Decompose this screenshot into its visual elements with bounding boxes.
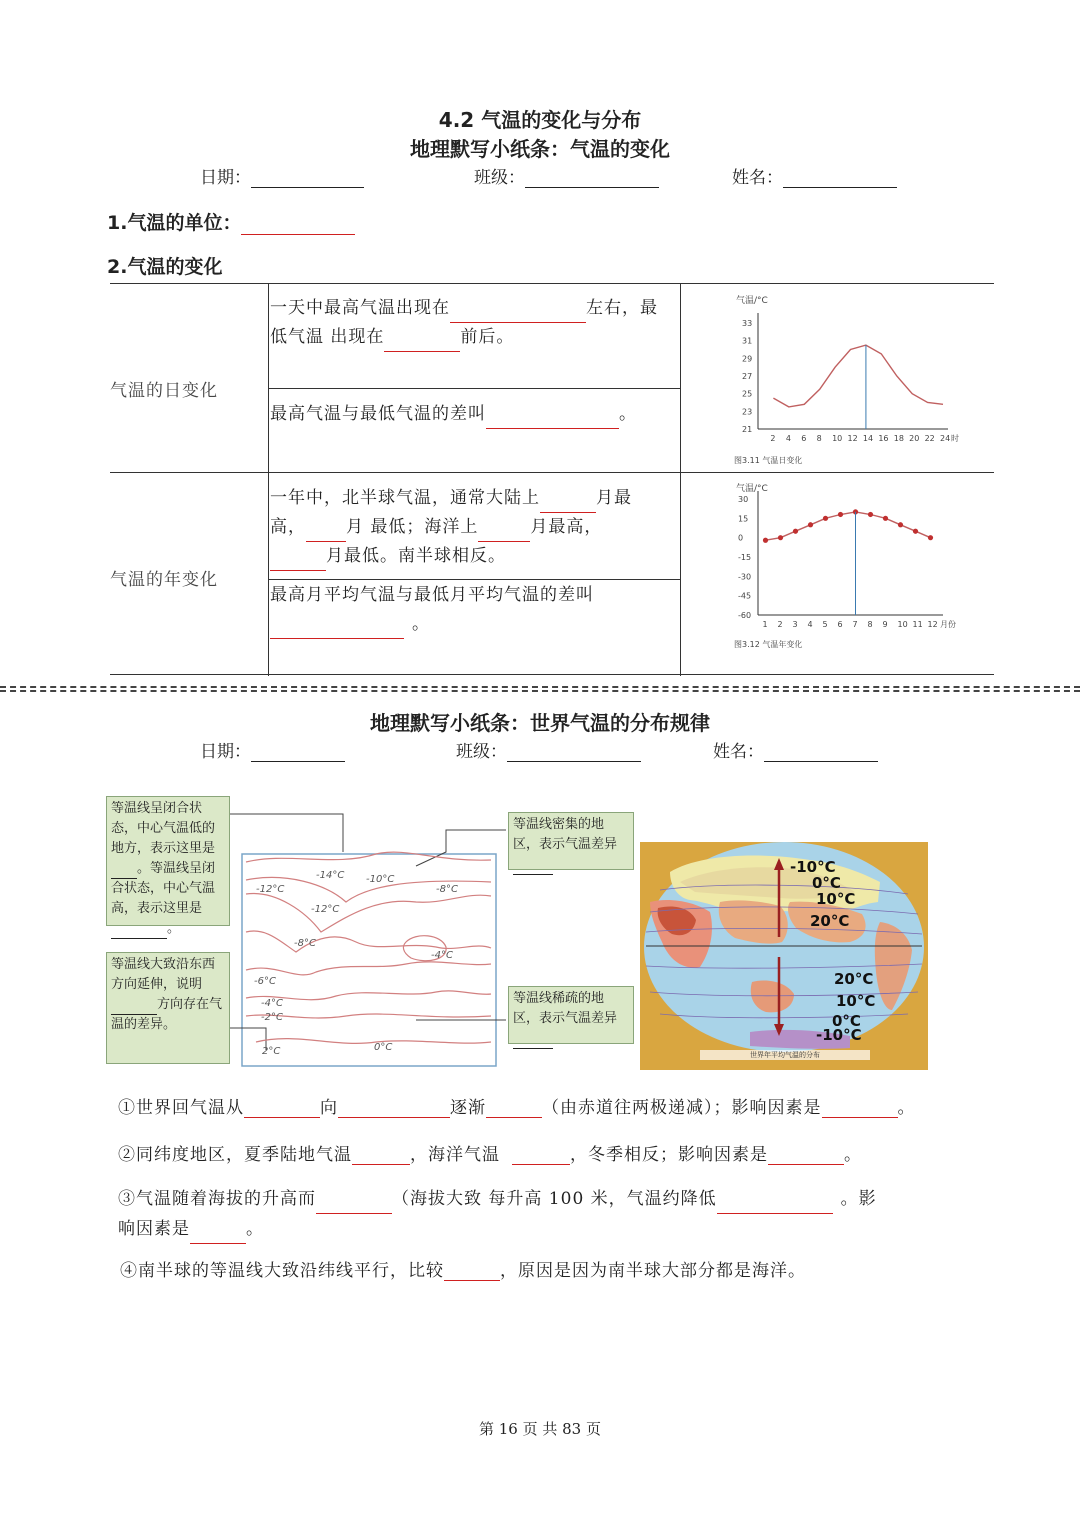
lesson-title: 4.2 气温的变化与分布 <box>438 108 642 132</box>
q1-blank-to[interactable] <box>338 1099 450 1118</box>
cold-center-blank[interactable] <box>111 864 137 879</box>
y-tick-label: 27 <box>742 372 753 381</box>
class-label-2: 班级： <box>456 742 507 762</box>
south-isotherm-label: 20°C <box>834 970 874 988</box>
date-blank[interactable] <box>251 169 364 188</box>
sheet1-class-row <box>474 163 659 188</box>
data-point <box>838 512 843 517</box>
question-2: ②同纬度地区，夏季陆地气温 ，海洋气温 ，冬季相反；影响因素是 。 <box>118 1145 862 1165</box>
daily-range-blank[interactable] <box>486 410 619 429</box>
daily-cell-1: 一天中最高气温出现在 左右，最 低气温 出现在 前后。 <box>270 294 680 352</box>
q4-blank[interactable] <box>444 1262 500 1281</box>
warm-center-blank[interactable] <box>111 924 167 939</box>
x-tick-label: 16 <box>878 434 889 443</box>
dense-blank[interactable] <box>513 860 553 875</box>
data-point <box>883 516 888 521</box>
isotherm-label: -4°C <box>261 998 283 1009</box>
annual-cell-1: 一年中，北半球气温，通常大陆上 月最 高， 月 最低；海洋上 月最高， 月最低。南半球相反。 <box>270 484 682 571</box>
x-tick-label: 10 <box>897 620 908 629</box>
data-point <box>778 535 783 540</box>
unit-question-text: 1.气温的单位： <box>107 212 242 234</box>
annual-temperature-chart <box>728 483 968 653</box>
data-point <box>763 538 768 543</box>
x-axis-unit: 月份 <box>940 620 956 629</box>
y-tick-label: -30 <box>738 572 752 582</box>
data-point <box>898 522 903 527</box>
x-tick-label: 11 <box>912 620 923 629</box>
y-axis-label: 气温/°C <box>736 484 768 494</box>
daily-series-line <box>773 345 943 407</box>
y-tick-label: 23 <box>742 407 753 417</box>
annual-series-line <box>766 512 931 540</box>
class-label: 班级： <box>474 168 525 188</box>
question-3: ③气温随着海拔的升高而 （海拔大致 每升高 100 米，气温约降低 。影 响因素是 。 <box>118 1184 968 1244</box>
x-tick-label: 3 <box>792 620 798 629</box>
x-tick-label: 12 <box>927 620 938 629</box>
data-point <box>913 529 918 534</box>
daily-cell-2: 最高气温与最低气温的差叫 。 <box>270 400 680 429</box>
annual-range-blank[interactable] <box>270 620 404 639</box>
sheet1-name-row <box>732 163 897 188</box>
sparse-isotherm-box: 等温线稀疏的地区，表示气温差异 <box>508 986 634 1044</box>
q3-blank-trend[interactable] <box>316 1195 392 1214</box>
south-isotherm-label: -10°C <box>816 1026 862 1044</box>
class-blank[interactable] <box>525 169 659 188</box>
y-tick-label: -15 <box>738 553 752 562</box>
north-isotherm-label: 0°C <box>812 874 841 892</box>
name-blank[interactable] <box>783 169 897 188</box>
north-isotherm-label: -10°C <box>790 858 836 876</box>
isotherm-label: -10°C <box>366 874 395 885</box>
data-point <box>928 535 933 540</box>
name-label-2: 姓名： <box>713 742 764 762</box>
isotherm-label: -8°C <box>436 884 458 895</box>
sheet1-date-row <box>200 163 364 188</box>
north-isotherm-label: 20°C <box>810 912 850 930</box>
unit-blank[interactable] <box>241 214 355 235</box>
y-tick-label: 31 <box>742 336 753 346</box>
isotherm-label: -12°C <box>311 904 340 915</box>
south-isotherm-label: 10°C <box>836 992 876 1010</box>
land-max-month-blank[interactable] <box>540 494 596 513</box>
x-tick-label: 14 <box>862 434 874 443</box>
x-tick-label: 2 <box>777 620 783 629</box>
isotherm-label: -4°C <box>431 950 453 961</box>
y-axis-label: 气温/°C <box>736 296 768 306</box>
daily-temperature-chart <box>728 291 968 471</box>
y-tick-label: -60 <box>738 611 752 620</box>
min-temp-time-blank[interactable] <box>384 333 460 352</box>
y-tick-label: 15 <box>738 514 749 524</box>
isotherm-label: -8°C <box>294 938 316 949</box>
daily-variation-label: 气温的日变化 <box>110 381 218 401</box>
date-label: 日期： <box>200 168 251 188</box>
sheet1-title: 地理默写小纸条：气温的变化 <box>410 137 670 161</box>
isotherm-label: -14°C <box>316 870 345 881</box>
chart-caption: 图3.12 气温年变化 <box>734 640 803 649</box>
x-tick-label: 9 <box>882 620 888 629</box>
x-tick-label: 8 <box>867 620 873 629</box>
sheet2-name-row <box>713 737 878 762</box>
x-tick-label: 10 <box>832 434 843 443</box>
sheet2-class-row <box>456 737 641 762</box>
variation-table <box>110 283 994 676</box>
y-tick-label: 33 <box>742 319 753 328</box>
cut-line-2 <box>0 690 1080 692</box>
data-point <box>868 512 873 517</box>
cut-line <box>0 686 1080 688</box>
x-tick-label: 6 <box>837 620 843 629</box>
annual-variation-label: 气温的年变化 <box>110 570 218 590</box>
x-tick-label: 2 <box>770 434 776 443</box>
x-tick-label: 22 <box>924 434 935 443</box>
ocean-min-month-blank[interactable] <box>270 552 326 571</box>
x-tick-label: 4 <box>807 620 813 629</box>
south-isotherm-label: 0°C <box>832 1012 861 1030</box>
q3-blank-decrease[interactable] <box>717 1195 833 1214</box>
closed-isotherm-box: 等温线呈闭合状态，中心气温低的地方，表示这里是。等温线呈闭合状态，中心气温高，表示这里是。 <box>106 796 230 926</box>
annual-cell-2: 最高月平均气温与最低月平均气温的差叫 。 <box>270 581 682 639</box>
q1-blank-factor[interactable] <box>822 1099 898 1118</box>
y-tick-label: 29 <box>742 354 753 364</box>
north-isotherm-label: 10°C <box>816 890 856 908</box>
q2-blank-ocean[interactable] <box>512 1146 570 1165</box>
isotherm-label: 0°C <box>374 1042 393 1053</box>
max-temp-time-blank[interactable] <box>450 304 586 323</box>
isotherm-label: -2°C <box>261 1012 283 1023</box>
x-tick-label: 12 <box>847 434 858 443</box>
isotherm-label: -6°C <box>254 976 276 987</box>
page-number: 第 16 页 共 83 页 <box>478 1420 601 1438</box>
data-point <box>808 522 813 527</box>
date-label-2: 日期： <box>200 742 251 762</box>
y-tick-label: 0 <box>738 533 744 543</box>
question-1: ①世界回气温从 向 逐渐 （由赤道往两极递减）；影响因素是 。 <box>118 1098 916 1118</box>
x-axis-unit: 时 <box>951 434 959 443</box>
chart-caption: 图3.11 气温日变化 <box>734 456 803 465</box>
isotherm-label: 2°C <box>262 1046 281 1057</box>
name-label: 姓名： <box>732 168 783 188</box>
data-point <box>793 529 798 534</box>
map-legend-caption: 世界年平均气温的分布 <box>750 1051 820 1059</box>
dense-isotherm-box: 等温线密集的地区，表示气温差异 <box>508 812 634 870</box>
q2-blank-factor[interactable] <box>768 1146 844 1165</box>
x-tick-label: 6 <box>801 434 807 443</box>
x-tick-label: 7 <box>852 620 858 629</box>
y-tick-label: -45 <box>738 591 752 601</box>
y-tick-label: 30 <box>738 495 749 504</box>
x-tick-label: 18 <box>893 434 904 443</box>
sheet2-title: 地理默写小纸条：世界气温的分布规律 <box>370 711 710 735</box>
sparse-blank[interactable] <box>513 1034 553 1049</box>
y-tick-label: 21 <box>742 425 753 434</box>
variation-heading: 2.气温的变化 <box>107 256 223 278</box>
isotherm-label: -12°C <box>256 884 285 895</box>
q1-blank-from[interactable] <box>244 1099 320 1118</box>
data-point <box>823 516 828 521</box>
class-blank-2[interactable] <box>507 743 641 762</box>
x-tick-label: 24 <box>940 434 951 443</box>
ocean-max-month-blank[interactable] <box>478 523 530 542</box>
x-tick-label: 1 <box>762 620 768 629</box>
q3-blank-factor[interactable] <box>190 1225 246 1244</box>
x-tick-label: 20 <box>909 434 920 443</box>
x-tick-label: 8 <box>816 434 822 443</box>
sheet2-date-row <box>200 737 345 762</box>
date-blank-2[interactable] <box>251 743 345 762</box>
isotherm-diagram <box>106 792 636 1072</box>
x-tick-label: 5 <box>822 620 828 629</box>
y-tick-label: 25 <box>742 389 753 399</box>
east-west-isotherm-box: 等温线大致沿东西方向延伸，说明 方向存在气温的差异。 <box>106 952 230 1064</box>
direction-blank[interactable] <box>111 1000 157 1015</box>
x-tick-label: 4 <box>785 434 791 443</box>
q1-blank-trend[interactable] <box>486 1099 542 1118</box>
unit-question <box>107 208 355 235</box>
world-temperature-map <box>640 842 928 1070</box>
question-4: ④南半球的等温线大致沿纬线平行，比较 ，原因是因为南半球大部分都是海洋。 <box>120 1261 806 1281</box>
land-min-month-blank[interactable] <box>306 523 346 542</box>
q2-blank-land[interactable] <box>352 1146 410 1165</box>
name-blank-2[interactable] <box>764 743 878 762</box>
